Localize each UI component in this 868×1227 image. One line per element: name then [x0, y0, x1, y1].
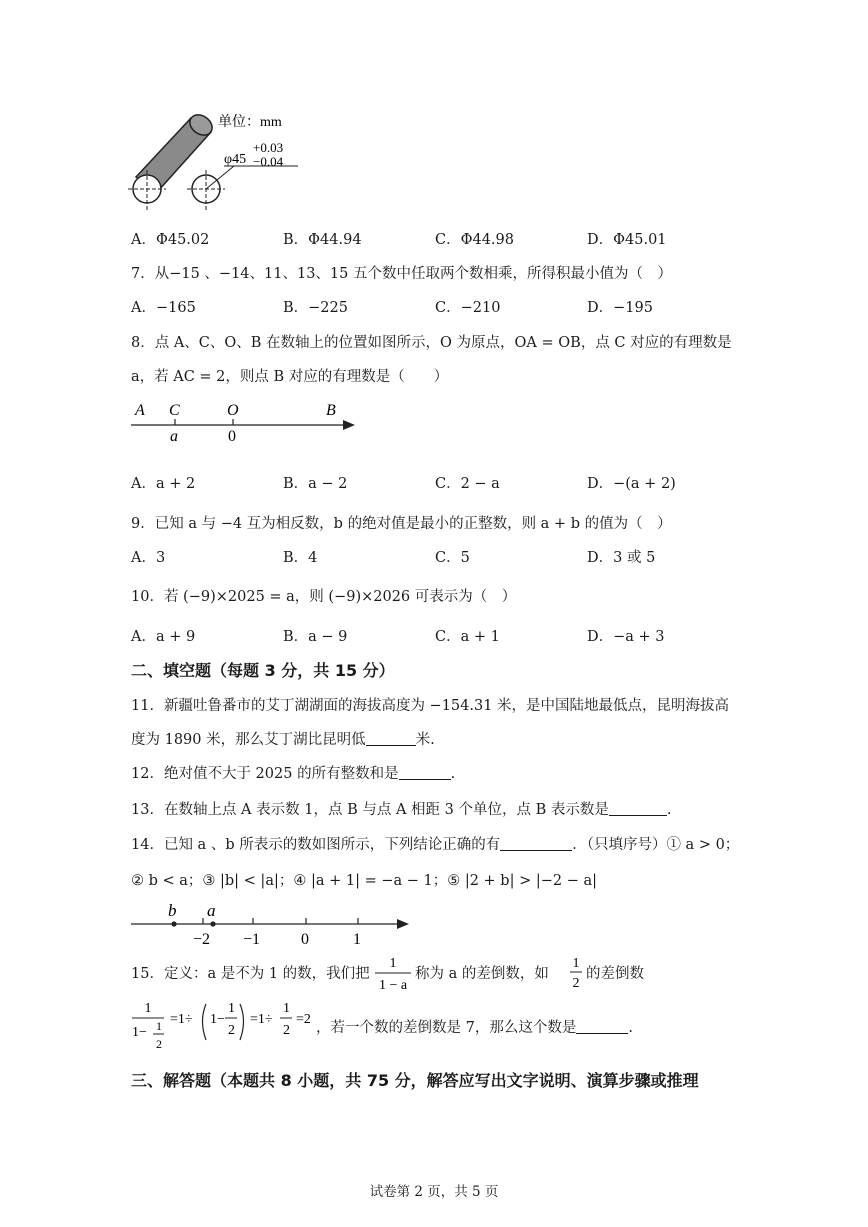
svg-text:1: 1	[144, 1001, 152, 1016]
tick-label-minus1: −1	[243, 931, 261, 948]
unit-label: 单位：mm	[218, 115, 282, 130]
q11-line2-pre: 度为 1890 米，那么艾丁湖比昆明低	[131, 732, 366, 748]
tol-lower: −0.04	[253, 154, 284, 169]
q10-stem: 10．若 (−9)×2025 = a，则 (−9)×2026 可表示为（ ）	[131, 589, 517, 605]
tol-upper: +0.03	[253, 140, 284, 155]
q12-pre: 12．绝对值不大于 2025 的所有整数和是	[131, 766, 399, 782]
q13-pre: 13．在数轴上点 A 表示数 1，点 B 与点 A 相距 3 个单位，点 B 表示数是	[131, 802, 609, 818]
q8-number-line	[125, 395, 365, 445]
q13-stem	[131, 798, 671, 819]
q15-line1-c: 的差倒数	[586, 966, 644, 982]
page-footer: 试卷第 2 页，共 5 页	[369, 1184, 499, 1200]
q12-answer-blank[interactable]	[399, 765, 451, 781]
q10-option-a[interactable]: A．a + 9	[131, 629, 196, 645]
q15-example-equation	[128, 996, 318, 1058]
frac2-numerator: 1	[572, 956, 580, 971]
dim-base: φ45	[224, 152, 247, 167]
axis-value-zero: 0	[228, 428, 236, 445]
q10-option-d[interactable]: D．−a + 3	[587, 629, 665, 645]
q12-stem	[131, 762, 455, 783]
q10-option-c[interactable]: C．a + 1	[435, 629, 500, 645]
svg-text:=2: =2	[296, 1012, 311, 1027]
section-fill-in-heading: 二、填空题（每题 3 分，共 15 分）	[131, 661, 395, 680]
svg-text:1: 1	[283, 1001, 290, 1016]
frac2-denominator: 2	[572, 976, 580, 991]
q6-option-b[interactable]: B．Φ44.94	[283, 232, 362, 248]
q14-line1-post: ．（只填序号）① a > 0；	[572, 837, 740, 853]
q9-option-a[interactable]: A．3	[131, 550, 166, 566]
q15-answer-blank[interactable]	[576, 1019, 628, 1035]
q7-option-d[interactable]: D．−195	[587, 300, 653, 316]
q9-option-b[interactable]: B．4	[283, 550, 318, 566]
frac1-numerator: 1	[389, 956, 397, 971]
q7-option-c[interactable]: C．−210	[435, 300, 501, 316]
q6-option-d[interactable]: D．Φ45.01	[587, 232, 667, 248]
q6-option-a[interactable]: A．Φ45.02	[131, 232, 210, 248]
q7-option-a[interactable]: A．−165	[131, 300, 196, 316]
svg-text:=1÷: =1÷	[170, 1012, 193, 1027]
svg-text:1−: 1−	[132, 1025, 147, 1040]
tick-label-zero: 0	[301, 931, 309, 948]
q8-stem-line2: a，若 AC = 2，则点 B 对应的有理数是（ ）	[131, 369, 449, 385]
q7-stem: 7．从−15 、−14、11、13、15 五个数中任取两个数相乘，所得积最小值为（ ）	[131, 266, 672, 282]
svg-text:1: 1	[156, 1019, 162, 1033]
q9-option-c[interactable]: C．5	[435, 550, 470, 566]
q14-answer-blank[interactable]	[500, 836, 572, 852]
q15-frac-half	[568, 953, 584, 993]
svg-text:2: 2	[156, 1037, 162, 1051]
q15-line2-post: ，若一个数的差倒数是 7，那么这个数是	[316, 1020, 577, 1036]
q10-option-b[interactable]: B．a − 9	[283, 629, 348, 645]
q13-post: .	[666, 802, 672, 818]
q14-line1	[131, 833, 739, 854]
q11-answer-blank[interactable]	[366, 731, 416, 747]
q13-answer-blank[interactable]	[609, 801, 667, 817]
svg-text:1−: 1−	[210, 1012, 225, 1027]
frac1-denominator: 1 − a	[378, 978, 408, 993]
q15-line1-a: 15．定义：a 是不为 1 的数，我们把	[131, 966, 370, 982]
axis-label-a: A	[135, 402, 145, 419]
q14-number-line	[125, 898, 420, 950]
q14-line1-pre: 14．已知 a 、b 所表示的数如图所示，下列结论正确的有	[131, 837, 501, 853]
svg-text:1: 1	[228, 1001, 235, 1016]
q11-line2-post: 米.	[415, 732, 435, 748]
q15-line2	[316, 1016, 633, 1037]
q8-option-c[interactable]: C．2 − a	[435, 476, 500, 492]
svg-text:2: 2	[228, 1023, 235, 1038]
q8-stem-line1: 8．点 A、C、O、B 在数轴上的位置如图所示，O 为原点，OA = OB，点 C 对应的有理数是	[131, 335, 732, 351]
section-solution-heading: 三、解答题（本题共 8 小题，共 75 分，解答应写出文字说明、演算步骤或推理	[131, 1071, 699, 1090]
q11-line1: 11．新疆吐鲁番市的艾丁湖湖面的海拔高度为 −154.31 米，是中国陆地最低点，昆明海拔高	[131, 698, 730, 714]
q11-line2	[131, 728, 435, 749]
q6-option-c[interactable]: C．Φ44.98	[435, 232, 514, 248]
q7-option-b[interactable]: B．−225	[283, 300, 348, 316]
svg-text:=1÷: =1÷	[250, 1012, 273, 1027]
tick-label-one: 1	[353, 931, 361, 948]
q8-option-d[interactable]: D．−(a + 2)	[587, 476, 676, 492]
q15-line1-b: 称为 a 的差倒数，如	[415, 966, 549, 982]
axis-label-o: O	[227, 402, 239, 419]
axis-label-c: C	[169, 402, 180, 419]
svg-text:2: 2	[283, 1023, 290, 1038]
q14-line2: ② b < a；③ |b| < |a|；④ |a + 1| = −a − 1；⑤ |2 + b| > |−2 − a|	[131, 873, 597, 889]
tick-label-minus2: −2	[193, 931, 211, 948]
q8-option-a[interactable]: A．a + 2	[131, 476, 196, 492]
q9-option-d[interactable]: D．3 或 5	[587, 550, 656, 566]
cylinder-figure	[120, 105, 320, 215]
q15-frac-definition	[373, 952, 413, 994]
q12-post: .	[450, 766, 456, 782]
point-label-b: b	[168, 901, 177, 920]
q15-line2-end: .	[628, 1020, 633, 1036]
point-label-a: a	[207, 901, 216, 920]
axis-value-a: a	[170, 428, 178, 445]
axis-label-b: B	[326, 402, 336, 419]
q8-option-b[interactable]: B．a − 2	[283, 476, 348, 492]
q9-stem: 9．已知 a 与 −4 互为相反数，b 的绝对值是最小的正整数，则 a + b 的值为（ ）	[131, 516, 672, 532]
